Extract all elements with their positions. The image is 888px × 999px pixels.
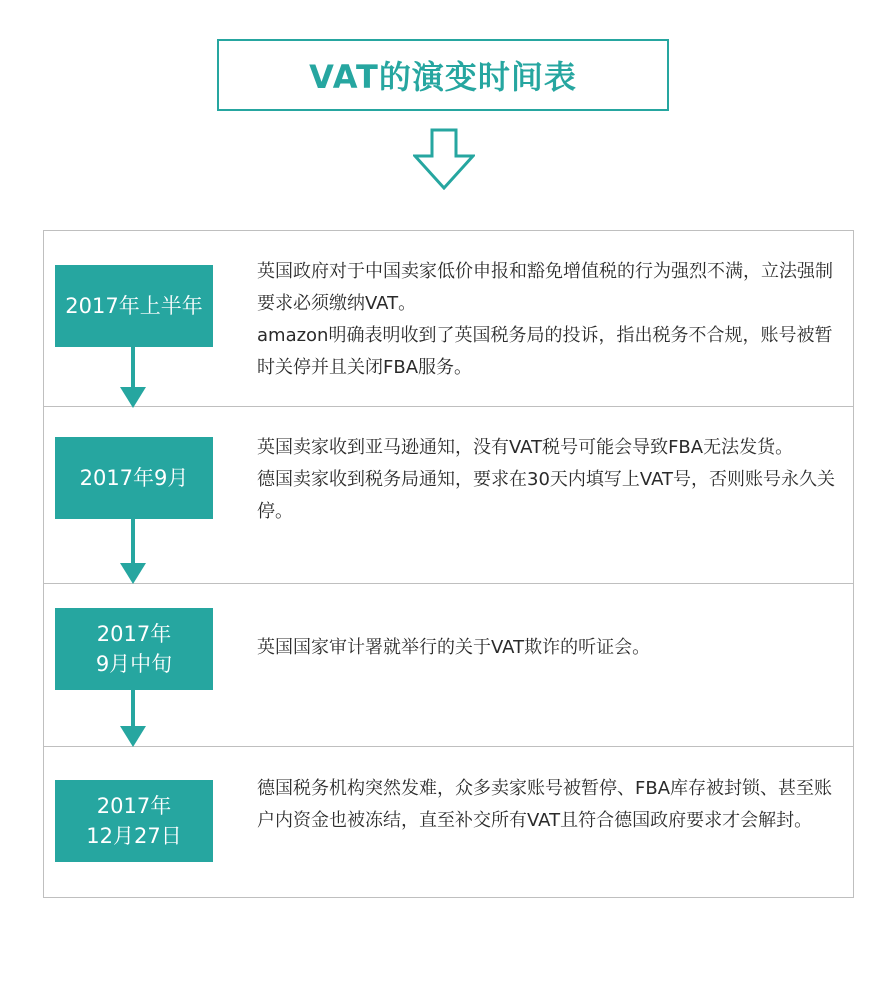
description-line: 德国税务机构突然发难，众多卖家账号被暂停、FBA库存被封锁、甚至账户内资金也被冻结，直至补交所有VAT且符合德国政府要求才会解封。 — [257, 778, 833, 831]
down-arrow-icon — [118, 519, 148, 585]
down-arrow-icon — [118, 347, 148, 409]
down-arrow-icon — [118, 690, 148, 748]
row-divider — [43, 746, 854, 747]
description-line: 英国卖家收到亚马逊通知，没有VAT税号可能会导致FBA无法发货。 — [257, 437, 794, 458]
description-line: amazon明确表明收到了英国税务局的投诉，指出税务不合规，账号被暂时关停并且关闭FBA服务。 — [257, 325, 833, 378]
page-title: VAT的演变时间表 — [309, 58, 577, 96]
description-line: 英国政府对于中国卖家低价申报和豁免增值税的行为强烈不满，立法强制要求必须缴纳VAT。 — [257, 261, 833, 314]
title-box — [217, 39, 669, 111]
date-box: 2017年 12月27日 — [55, 780, 213, 862]
event-description — [257, 773, 847, 837]
row-divider — [43, 406, 854, 407]
date-box: 2017年9月 — [55, 437, 213, 519]
row-divider — [43, 583, 854, 584]
date-box: 2017年 9月中旬 — [55, 608, 213, 690]
description-line: 英国国家审计署就举行的关于VAT欺诈的听证会。 — [257, 637, 651, 658]
date-box: 2017年上半年 — [55, 265, 213, 347]
event-description — [257, 432, 847, 528]
hollow-down-arrow-icon — [413, 128, 475, 190]
event-description — [257, 256, 847, 384]
description-line: 德国卖家收到税务局通知，要求在30天内填写上VAT号，否则账号永久关停。 — [257, 469, 835, 522]
event-description — [257, 632, 847, 664]
